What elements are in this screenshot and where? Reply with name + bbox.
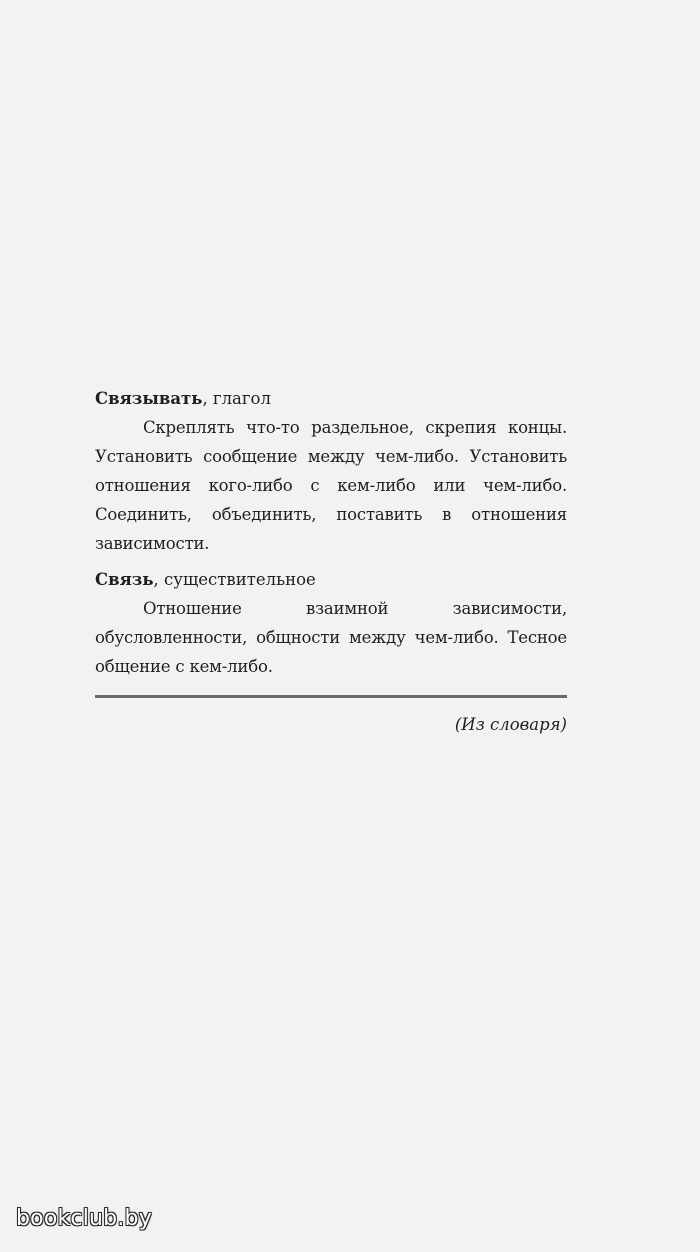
part-of-speech: , существительное	[153, 570, 316, 589]
dictionary-entry-svyazyvat	[95, 384, 567, 558]
entry-heading	[95, 384, 567, 413]
dictionary-excerpt	[95, 384, 567, 736]
watermark-logo: bookclub.by	[16, 1206, 152, 1231]
headword: Связь	[95, 570, 154, 589]
entry-heading	[95, 565, 567, 594]
source-attribution: (Из словаря)	[454, 715, 567, 734]
dictionary-entry-svyaz	[95, 565, 567, 681]
entry-definition: Скреплять что-то раздельное, скрепия концы. Установить сообщение между чем-либо. Установить отношения кого-либо с кем-либо или чем-либо. Соединить, объединить, поставить в отношения зависимости.	[95, 418, 567, 553]
divider-rule	[95, 695, 567, 698]
part-of-speech: , глагол	[202, 389, 271, 408]
entry-definition: Отношение взаимной зависимости, обусловленности, общности между чем-либо. Тесное общение с кем-либо.	[95, 599, 567, 676]
headword: Связывать	[95, 389, 203, 408]
